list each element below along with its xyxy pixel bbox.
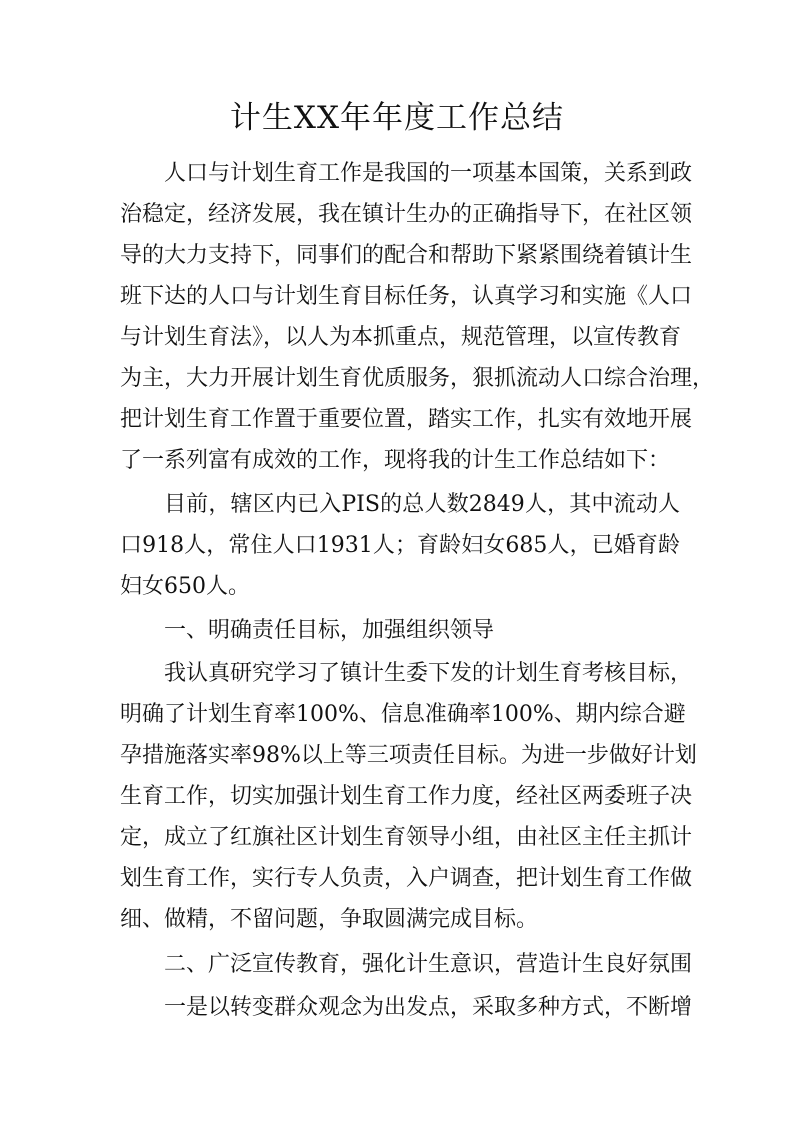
paragraph-line: 了一系列富有成效的工作，现将我的计生工作总结如下： (120, 448, 671, 473)
paragraph-line: 导的大力支持下，同事们的配合和帮助下紧紧围绕着镇计生 (120, 243, 693, 268)
paragraph-line: 明确了计划生育率100%、信息准确率100%、期内综合避 (120, 702, 686, 727)
paragraph-line: 划生育工作，实行专人负责，入户调查，把计划生育工作做 (120, 866, 693, 891)
paragraph-line: 妇女650人。 (120, 574, 250, 599)
section-heading: 一、明确责任目标，加强组织领导 (164, 618, 495, 643)
paragraph-line: 我认真研究学习了镇计生委下发的计划生育考核目标， (164, 661, 693, 686)
section-heading: 二、广泛宣传教育，强化计生意识，营造计生良好氛围 (164, 952, 693, 977)
paragraph-line: 一是以转变群众观念为出发点，采取多种方式，不断增 (164, 995, 693, 1020)
paragraph-line: 治稳定，经济发展，我在镇计生办的正确指导下，在社区领 (120, 202, 693, 227)
document-title: 计生XX年年度工作总结 (229, 100, 565, 136)
paragraph-line: 目前，辖区内已入PIS的总人数2849人，其中流动人 (164, 492, 680, 517)
paragraph-line: 把计划生育工作置于重要位置，踏实工作，扎实有效地开展 (120, 407, 693, 432)
paragraph-line: 细、做精，不留问题，争取圆满完成目标。 (120, 907, 539, 932)
paragraph-line: 与计划生育法》，以人为本抓重点，规范管理，以宣传教育 (120, 325, 682, 350)
paragraph-line: 为主，大力开展计划生育优质服务，狠抓流动人口综合治理， (120, 366, 715, 391)
paragraph-line: 定，成立了红旗社区计划生育领导小组，由社区主任主抓计 (120, 825, 693, 850)
paragraph-line: 口918人，常住人口1931人；育龄妇女685人，已婚育龄 (120, 533, 680, 558)
paragraph-line: 孕措施落实率98%以上等三项责任目标。为进一步做好计划 (120, 743, 697, 768)
paragraph-line: 班下达的人口与计划生育目标任务，认真学习和实施《人口 (120, 284, 693, 309)
paragraph-line: 人口与计划生育工作是我国的一项基本国策，关系到政 (164, 161, 693, 186)
paragraph-line: 生育工作，切实加强计划生育工作力度，经社区两委班子决 (120, 784, 693, 809)
